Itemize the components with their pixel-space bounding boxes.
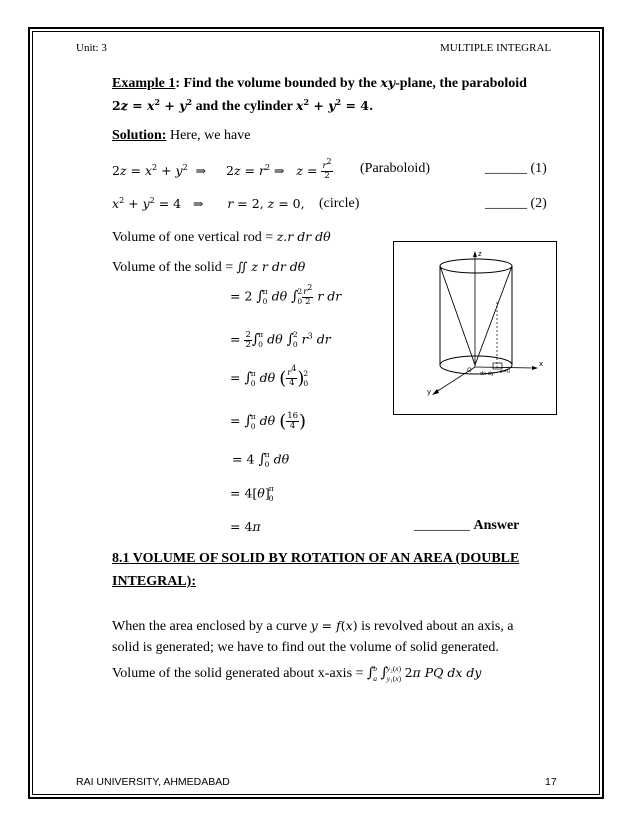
cylinder-figure	[393, 241, 557, 415]
cylinder-diagram	[394, 242, 556, 414]
rod-text: Volume of one vertical rod =	[112, 230, 277, 245]
answer-line	[414, 518, 519, 534]
section-title-line1: 8.1 VOLUME OF SOLID BY ROTATION OF AN AREA (DOUBLE	[112, 551, 520, 566]
y-axis-arrow	[432, 389, 439, 395]
step-6: = 4[θ]π 0	[230, 484, 274, 503]
answer-underscores: ________	[414, 518, 470, 533]
label-y: y	[427, 388, 432, 396]
step-5: = 4 ∫π 0 dθ	[232, 450, 290, 469]
para-line3: Volume of the solid generated about x-axis = ∫b a ∫y₂(x) y₁(x) 2π PQ dx dy	[112, 664, 482, 683]
step-1: = 2 ∫π 0 dθ ∫2 0 $\frac{r^2}{2}$ r dr	[230, 282, 342, 307]
para-line1: When the area enclosed by a curve y = f(x) is revolved about an axis, a	[112, 618, 514, 634]
label-dxdy: dx dy	[480, 371, 494, 377]
equation-1: $2z = x^2 + y^2$ ⇒ $2z = r^2$ ⇒ z = $\frac{r^2}{2}$	[112, 157, 332, 181]
x-axis	[475, 367, 534, 368]
label-o: O	[467, 367, 472, 374]
para-line1-a: When the area enclosed by a curve	[112, 619, 311, 634]
solution-label: Solution:	[112, 128, 167, 143]
example-xy: xy	[380, 75, 396, 90]
example-text-c: and the cylinder	[192, 99, 297, 114]
section-title-line2: INTEGRAL):	[112, 574, 197, 589]
solution-text: Here, we have	[166, 128, 251, 143]
example-text-b: -plane, the paraboloid	[395, 76, 527, 91]
footer-university: RAI UNIVERSITY, AHMEDABAD	[76, 776, 230, 788]
example-statement-line1	[112, 75, 527, 92]
equation-1-ref: ______ (1)	[485, 161, 547, 176]
example-text-a: : Find the volume bounded by the	[175, 76, 381, 91]
example-statement-line2: $2z = x^2 + y^2$ and the cylinder $x^2 + y^2 = 4$.	[112, 96, 374, 114]
step-7: = 4π	[230, 519, 261, 534]
step-3: = ∫π 0 dθ ( $\frac{r^4}{4}$ )2 0	[230, 364, 309, 389]
z-axis-arrow	[473, 251, 477, 257]
solid-text: Volume of the solid =	[112, 260, 237, 275]
cylinder-top	[440, 259, 512, 273]
label-z: z	[478, 250, 482, 258]
footer-page-number: 17	[545, 776, 557, 788]
rod-volume-line: Volume of one vertical rod = z.r dr dθ	[112, 229, 331, 245]
para-line2: solid is generated; we have to find out the volume of solid generated.	[112, 640, 499, 655]
equation-2-tag: (circle)	[319, 196, 360, 211]
cone-line-right	[475, 266, 512, 365]
label-z0: z=0	[500, 369, 510, 375]
cone-line-left	[440, 266, 475, 365]
solution-line	[112, 128, 250, 144]
equation-1-tag: (Paraboloid)	[360, 161, 430, 176]
equation-2-ref: ______ (2)	[485, 196, 547, 211]
step-2: = $\frac{2}{2}$ ∫π 0 dθ ∫2 0 $r^3$ dr	[230, 329, 331, 350]
x-axis-arrow	[532, 366, 538, 370]
solid-volume-line: Volume of the solid = ∬ z r dr dθ	[112, 259, 306, 275]
para-line3-text: Volume of the solid generated about x-axis =	[112, 666, 367, 682]
para-line1-b: is revolved about an axis, a	[357, 619, 514, 634]
label-x: x	[539, 360, 544, 368]
step-4: = ∫π 0 dθ ( $\frac{16}{4}$ )	[230, 411, 307, 432]
header-unit: Unit: 3	[76, 42, 107, 54]
equation-2: $x^2 + y^2 = 4$ ⇒ r = 2, z = 0,	[112, 195, 305, 211]
answer-label: Answer	[473, 518, 520, 533]
header-title: MULTIPLE INTEGRAL	[440, 42, 552, 54]
example-label: Example 1	[112, 76, 176, 91]
